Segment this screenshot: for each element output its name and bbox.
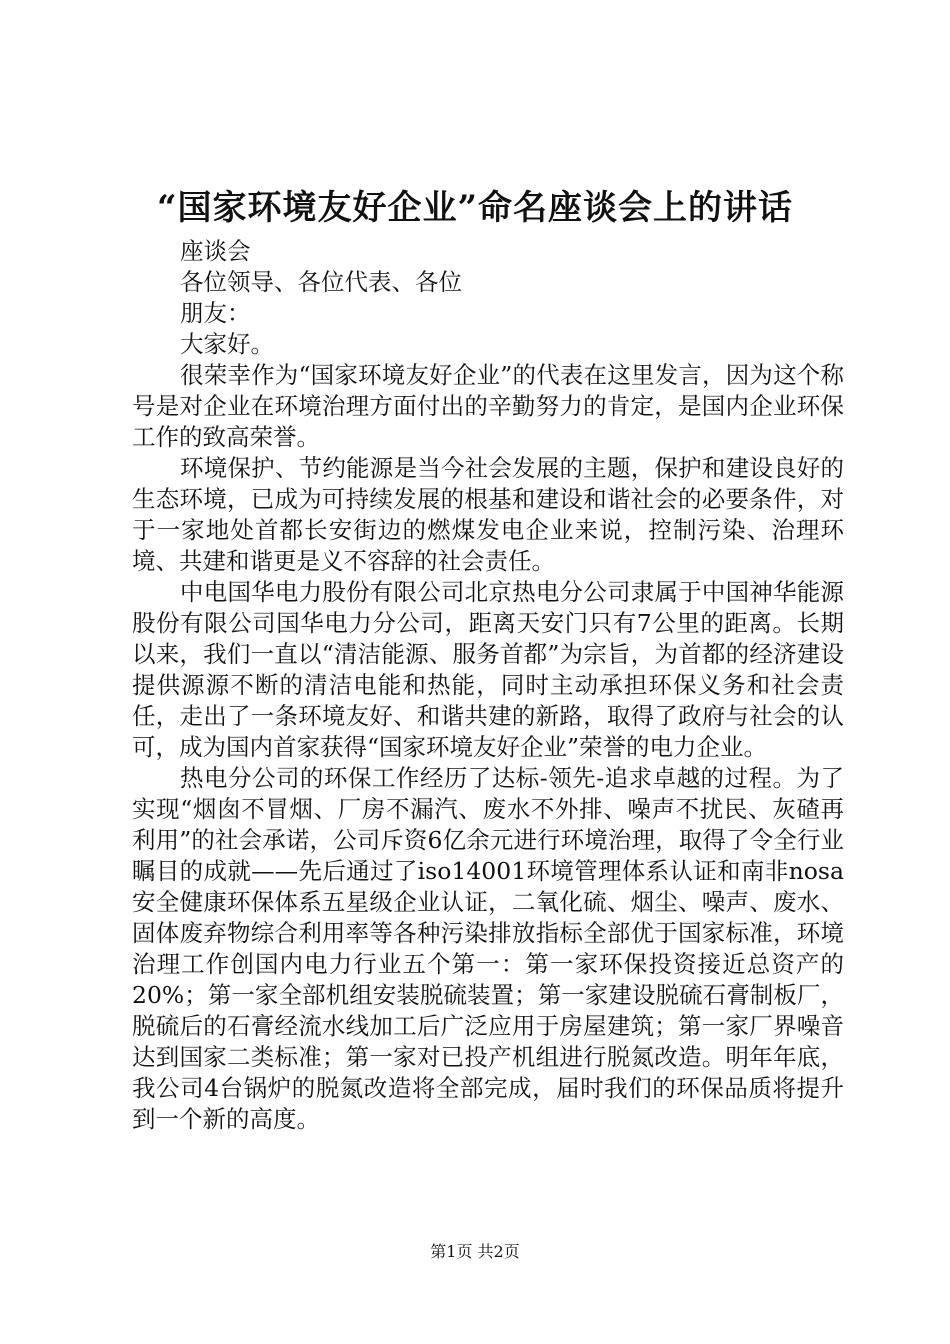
paragraph-honor: 很荣幸作为“国家环境友好企业”的代表在这里发言，因为这个称号是对企业在环境治理方面付出的辛勤努力的肯定，是国内企业环保工作的致高荣誉。 <box>132 361 844 451</box>
page-footer: 第1页 共2页 <box>430 1242 520 1261</box>
paragraph-achievements: 热电分公司的环保工作经历了达标-领先-追求卓越的过程。为了实现“烟囱不冒烟、厂房不漏汽、废水不外排、噪声不扰民、灰碴再利用”的社会承诺，公司斥资6亿余元进行环境治理，取得了令全行业瞩目的成就——先后通过了iso14001环境管理体系认证和南非nosa安全健康环保体系五星级企业认证，二氧化硫、烟尘、噪声、废水、固体废弃物综合利用率等各种污染排放指标全部优于国家标准，环境治理工作创国内电力行业五个第一：第一家环保投资接近总资产的20%；第一家全部机组安装脱硫装置；第一家建设脱硫石膏制板厂，脱硫后的石膏经流水线加工后广泛应用于房屋建筑；第一家厂界噪音达到国家二类标准；第一家对已投产机组进行脱氮改造。明年年底，我公司4台锅炉的脱氮改造将全部完成，届时我们的环保品质将提升到一个新的高度。 <box>132 764 844 1133</box>
venue-line: 座谈会 <box>180 237 251 265</box>
document-title: “国家环境友好企业”命名座谈会上的讲话 <box>156 188 794 228</box>
paragraph-company: 中电国华电力股份有限公司北京热电分公司隶属于中国神华能源股份有限公司国华电力分公司，距离天安门只有7公里的距离。长期以来，我们一直以“清洁能源、服务首都”为宗旨，为首都的经济建设提供源源不断的清洁电能和热能，同时主动承担环保义务和社会责任，走出了一条环境友好、和谐共建的新路，取得了政府与社会的认可，成为国内首家获得“国家环境友好企业”荣誉的电力企业。 <box>132 578 844 761</box>
salutation-continuation: 朋友： <box>180 299 251 327</box>
document-body <box>132 236 844 1135</box>
salutation-line: 各位领导、各位代表、各位 <box>180 268 462 296</box>
paragraph-environment: 环境保护、节约能源是当今社会发展的主题，保护和建设良好的生态环境，已成为可持续发展的根基和建设和谐社会的必要条件，对于一家地处首都长安街边的燃煤发电企业来说，控制污染、治理环境、共建和谐更是义不容辞的社会责任。 <box>132 454 844 575</box>
greeting-line: 大家好。 <box>180 330 274 358</box>
